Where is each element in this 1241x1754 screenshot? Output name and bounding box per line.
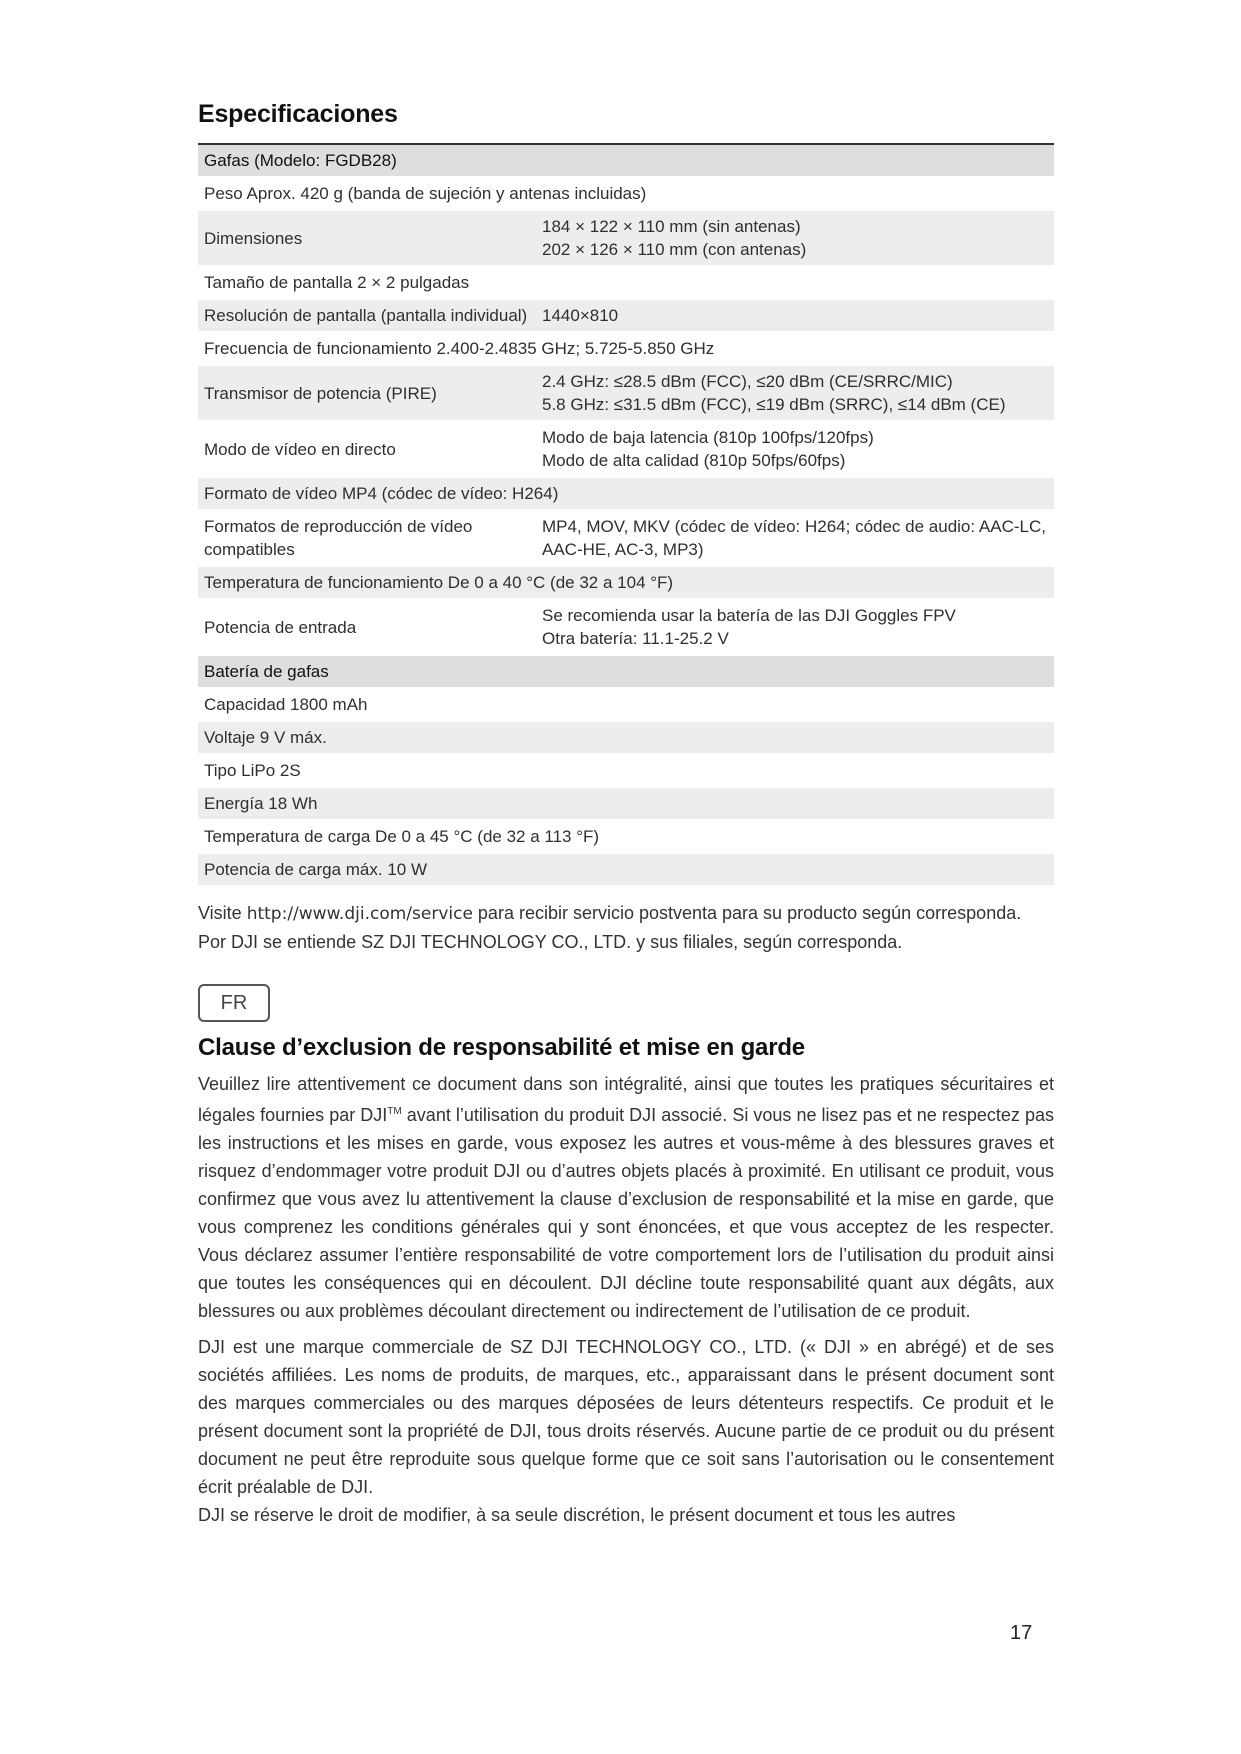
spec-value — [536, 210, 1054, 266]
visit-suffix: para recibir servicio postventa para su producto según corresponda. — [472, 903, 1022, 923]
spec-line: Capacidad 1800 mAh — [198, 688, 1054, 721]
spec-value-line: 2.4 GHz: ≤28.5 dBm (FCC), ≤20 dBm (CE/SRRC/MIC) — [542, 372, 953, 391]
disclaimer-paragraph — [198, 1070, 1054, 1325]
table-row — [198, 299, 1054, 332]
spec-line: Frecuencia de funcionamiento 2.400-2.4835 GHz; 5.725-5.850 GHz — [198, 332, 1054, 365]
service-note — [198, 899, 1054, 956]
table-row — [198, 853, 1054, 886]
table-row — [198, 688, 1054, 721]
spec-value-line: 202 × 126 × 110 mm (con antenas) — [542, 240, 807, 259]
spec-line: Potencia de carga máx. 10 W — [198, 853, 1054, 886]
spec-line: Temperatura de funcionamiento De 0 a 40 °C (de 32 a 104 °F) — [198, 566, 1054, 599]
language-badge: FR — [198, 984, 270, 1022]
spec-table — [198, 143, 1054, 887]
spec-line: Energía 18 Wh — [198, 787, 1054, 820]
spec-label: Resolución de pantalla (pantalla individual) — [198, 299, 536, 332]
spec-value-line: 5.8 GHz: ≤31.5 dBm (FCC), ≤19 dBm (SRRC), ≤14 dBm (CE) — [542, 395, 1006, 414]
table-row — [198, 477, 1054, 510]
spec-value — [536, 299, 1054, 332]
trademark-mark: TM — [387, 1106, 402, 1117]
table-row — [198, 820, 1054, 853]
table-row — [198, 177, 1054, 210]
table-row — [198, 754, 1054, 787]
section-title: Clause d’exclusion de responsabilité et mise en garde — [198, 1034, 805, 1061]
spec-value — [536, 510, 1054, 566]
section-header-label: Batería de gafas — [198, 655, 1054, 688]
table-section-header — [198, 144, 1054, 177]
table-section-header — [198, 655, 1054, 688]
spec-value-line: Modo de baja latencia (810p 100fps/120fps) — [542, 428, 874, 447]
table-row — [198, 266, 1054, 299]
spec-line: Formato de vídeo MP4 (códec de vídeo: H264) — [198, 477, 1054, 510]
spec-value — [536, 599, 1054, 655]
table-row — [198, 421, 1054, 477]
table-row — [198, 210, 1054, 266]
dji-definition: Por DJI se entiende SZ DJI TECHNOLOGY CO., LTD. y sus filiales, según corresponda. — [198, 932, 903, 952]
page-title: Especificaciones — [198, 100, 398, 128]
spec-label: Dimensiones — [198, 210, 536, 266]
table-row — [198, 566, 1054, 599]
spec-line: Temperatura de carga De 0 a 45 °C (de 32 a 113 °F) — [198, 820, 1054, 853]
spec-value — [536, 421, 1054, 477]
spec-label: Potencia de entrada — [198, 599, 536, 655]
spec-line: Peso Aprox. 420 g (banda de sujeción y antenas incluidas) — [198, 177, 1054, 210]
spec-label: Transmisor de potencia (PIRE) — [198, 365, 536, 421]
table-row — [198, 721, 1054, 754]
trademark-paragraph — [198, 1333, 1054, 1529]
visit-prefix: Visite — [198, 903, 247, 923]
spec-value-line: Se recomienda usar la batería de las DJI Goggles FPV — [542, 606, 956, 625]
page-content — [198, 100, 1054, 1529]
page-number: 17 — [1010, 1622, 1033, 1644]
disclaimer-text-b: avant l’utilisation du produit DJI associé. Si vous ne lisez pas et ne respectez pas les instructions et les mises en garde, vous exposez les autres et vous-même à des blessures graves et risquez d’endommager votre produit DJI ou d’autres objets placés à proximité. En utilisant ce produit, vous confirmez que vous avez lu attentivement la clause d’exclusion de responsabilité et la mise en garde, que vous comprenez les conditions générales qui y sont énoncées, et que vous acceptez de les respecter. Vous déclarez assumer l’entière responsabilité de votre comportement lors de l’utilisation du produit ainsi que toutes les conséquences qui en découlent. DJI décline toute responsabilité quant aux dégâts, aux blessures ou aux problèmes découlant directement ou indirectement de l’utilisation de ce produit. — [198, 1105, 1054, 1321]
spec-line: Tamaño de pantalla 2 × 2 pulgadas — [198, 266, 1054, 299]
service-link[interactable]: http://www.dji.com/service — [246, 904, 473, 924]
spec-label: Formatos de reproducción de vídeo compatibles — [198, 510, 536, 566]
spec-value-line: 184 × 122 × 110 mm (sin antenas) — [542, 217, 801, 236]
spec-value-line: MP4, MOV, MKV (códec de vídeo: H264; códec de audio: AAC-LC, AAC-HE, AC-3, MP3) — [542, 517, 1046, 559]
section-header-label: Gafas (Modelo: FGDB28) — [198, 144, 1054, 177]
trademark-text: DJI est une marque commerciale de SZ DJI TECHNOLOGY CO., LTD. (« DJI » en abrégé) et de ses sociétés affiliées. Les noms de produits, de marques, etc., apparaissant dans le présent document sont des marques commerciales ou des marques déposées de leurs détenteurs respectifs. Ce produit et le présent document sont la propriété de DJI, tous droits réservés. Aucune partie de ce produit ou du présent document ne peut être reproduite sous quelque forme que ce soit sans l’autorisation ou le consentement écrit préalable de DJI. — [198, 1337, 1054, 1497]
table-row — [198, 787, 1054, 820]
spec-label: Modo de vídeo en directo — [198, 421, 536, 477]
table-row — [198, 365, 1054, 421]
spec-value-line: 1440×810 — [542, 306, 619, 325]
spec-value — [536, 365, 1054, 421]
table-row — [198, 510, 1054, 566]
rights-text: DJI se réserve le droit de modifier, à sa seule discrétion, le présent document et tous les autres — [198, 1505, 956, 1525]
disclaimer-text-a: Veuillez lire attentivement ce document dans son intégralité, ainsi que toutes les pratiques sécuritaires et légales fournies par DJI — [198, 1074, 1054, 1125]
table-row — [198, 599, 1054, 655]
spec-value-line: Modo de alta calidad (810p 50fps/60fps) — [542, 451, 846, 470]
spec-value-line: Otra batería: 11.1-25.2 V — [542, 629, 729, 648]
spec-line: Tipo LiPo 2S — [198, 754, 1054, 787]
table-row — [198, 332, 1054, 365]
spec-line: Voltaje 9 V máx. — [198, 721, 1054, 754]
